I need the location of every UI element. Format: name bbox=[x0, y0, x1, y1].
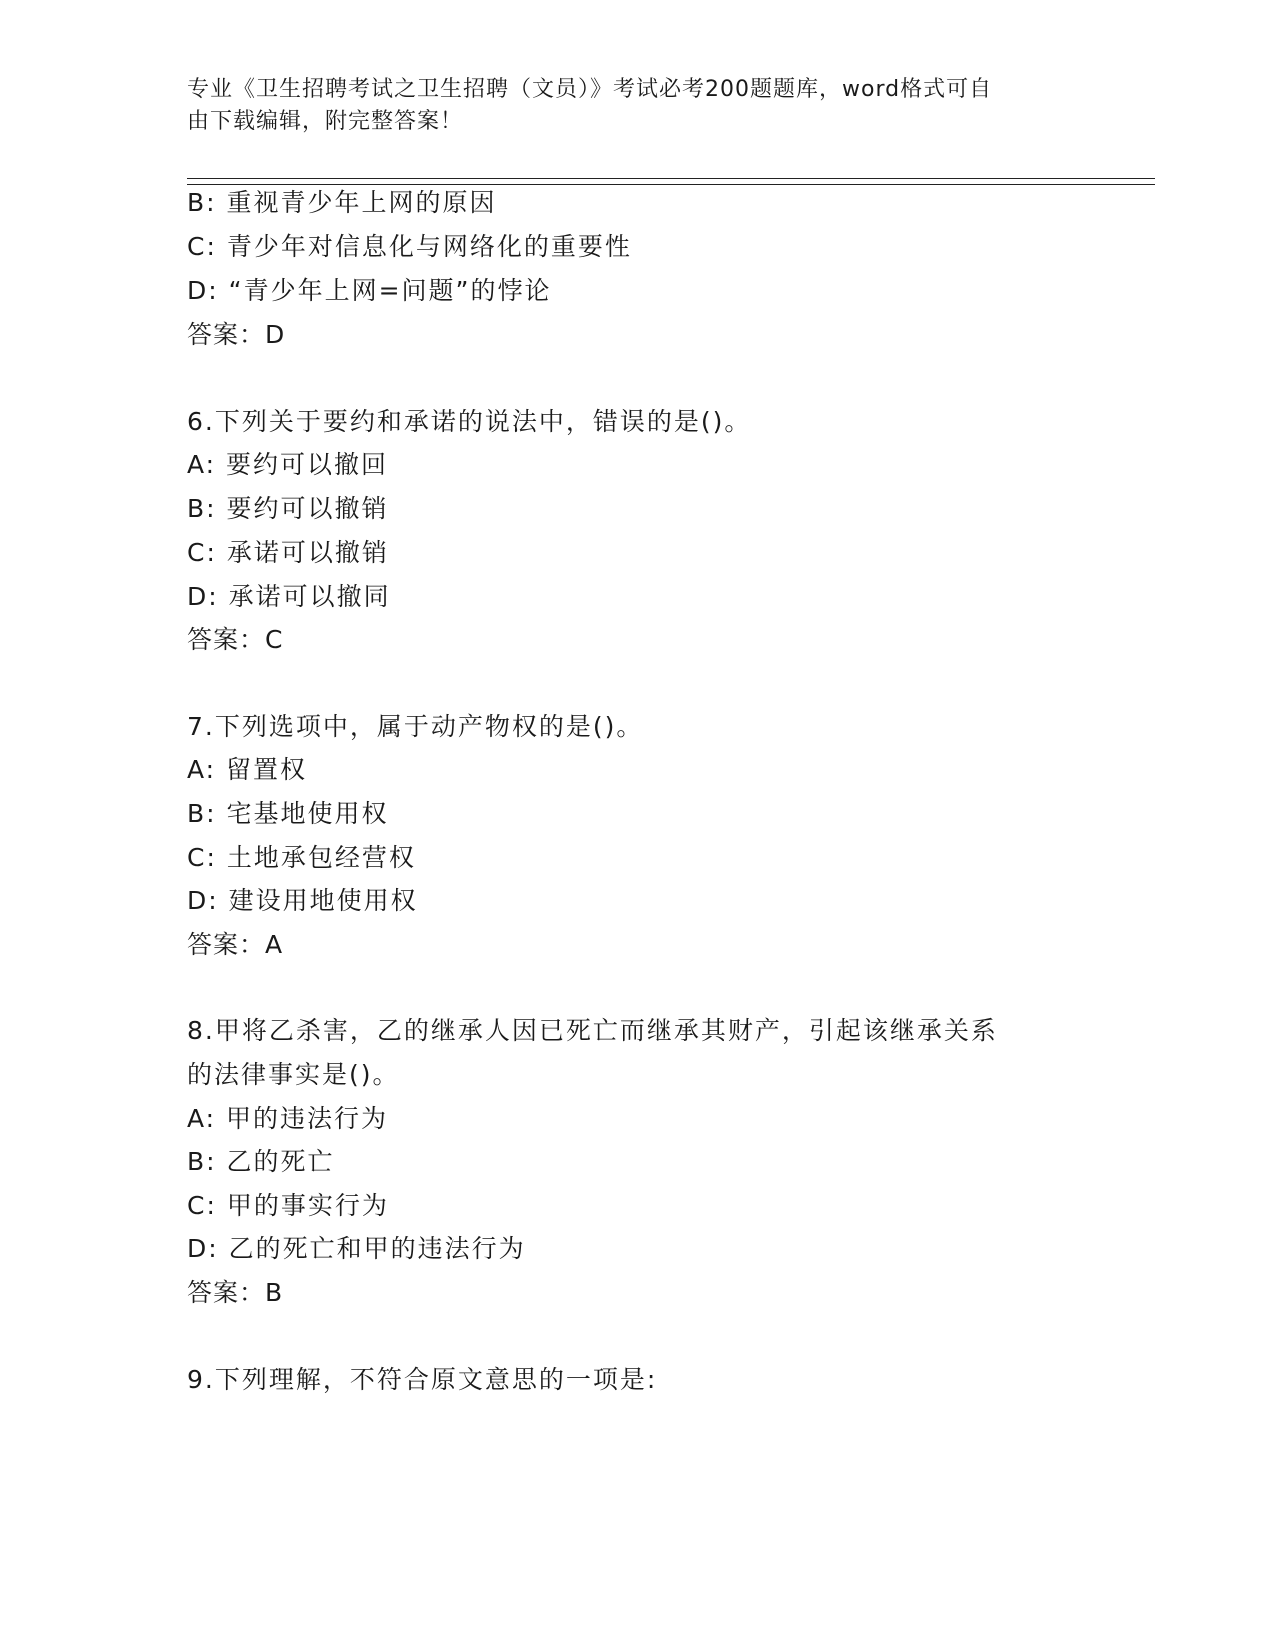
q5-option-d: D: “青少年上网=问题”的悖论 bbox=[187, 276, 552, 305]
q5-option-b: B: 重视青少年上网的原因 bbox=[187, 188, 497, 217]
q7-option-c: C: 土地承包经营权 bbox=[187, 843, 416, 872]
q8-option-d: D: 乙的死亡和甲的违法行为 bbox=[187, 1234, 526, 1263]
q8-answer: 答案：B bbox=[187, 1278, 284, 1307]
q6-answer: 答案：C bbox=[187, 625, 284, 654]
header-divider-top bbox=[187, 178, 1155, 179]
q6-option-b: B: 要约可以撤销 bbox=[187, 494, 389, 523]
q5-option-c: C: 青少年对信息化与网络化的重要性 bbox=[187, 232, 632, 261]
q6-option-c: C: 承诺可以撤销 bbox=[187, 538, 389, 567]
q7-answer: 答案：A bbox=[187, 930, 284, 959]
q6-stem: 6.下列关于要约和承诺的说法中，错误的是()。 bbox=[187, 407, 752, 436]
q9-stem: 9.下列理解，不符合原文意思的一项是: bbox=[187, 1365, 658, 1394]
document-header bbox=[187, 74, 1067, 138]
q6-option-d: D: 承诺可以撤同 bbox=[187, 582, 391, 611]
header-line-1: 专业《卫生招聘考试之卫生招聘（文员）》考试必考200题题库，word格式可自 bbox=[187, 77, 993, 102]
q8-option-a: A: 甲的违法行为 bbox=[187, 1104, 389, 1133]
q8-stem-line-2: 的法律事实是()。 bbox=[187, 1060, 400, 1089]
q6-option-a: A: 要约可以撤回 bbox=[187, 450, 389, 479]
header-divider-bottom bbox=[187, 184, 1155, 185]
q5-answer: 答案：D bbox=[187, 320, 286, 349]
q8-option-b: B: 乙的死亡 bbox=[187, 1147, 335, 1176]
q7-option-b: B: 宅基地使用权 bbox=[187, 799, 389, 828]
q7-stem: 7.下列选项中，属于动产物权的是()。 bbox=[187, 712, 644, 741]
header-line-2: 由下载编辑，附完整答案！ bbox=[187, 109, 464, 134]
q7-option-d: D: 建设用地使用权 bbox=[187, 886, 418, 915]
q7-option-a: A: 留置权 bbox=[187, 755, 308, 784]
q8-stem-line-1: 8.甲将乙杀害，乙的继承人因已死亡而继承其财产，引起该继承关系 bbox=[187, 1016, 998, 1045]
q8-option-c: C: 甲的事实行为 bbox=[187, 1191, 389, 1220]
